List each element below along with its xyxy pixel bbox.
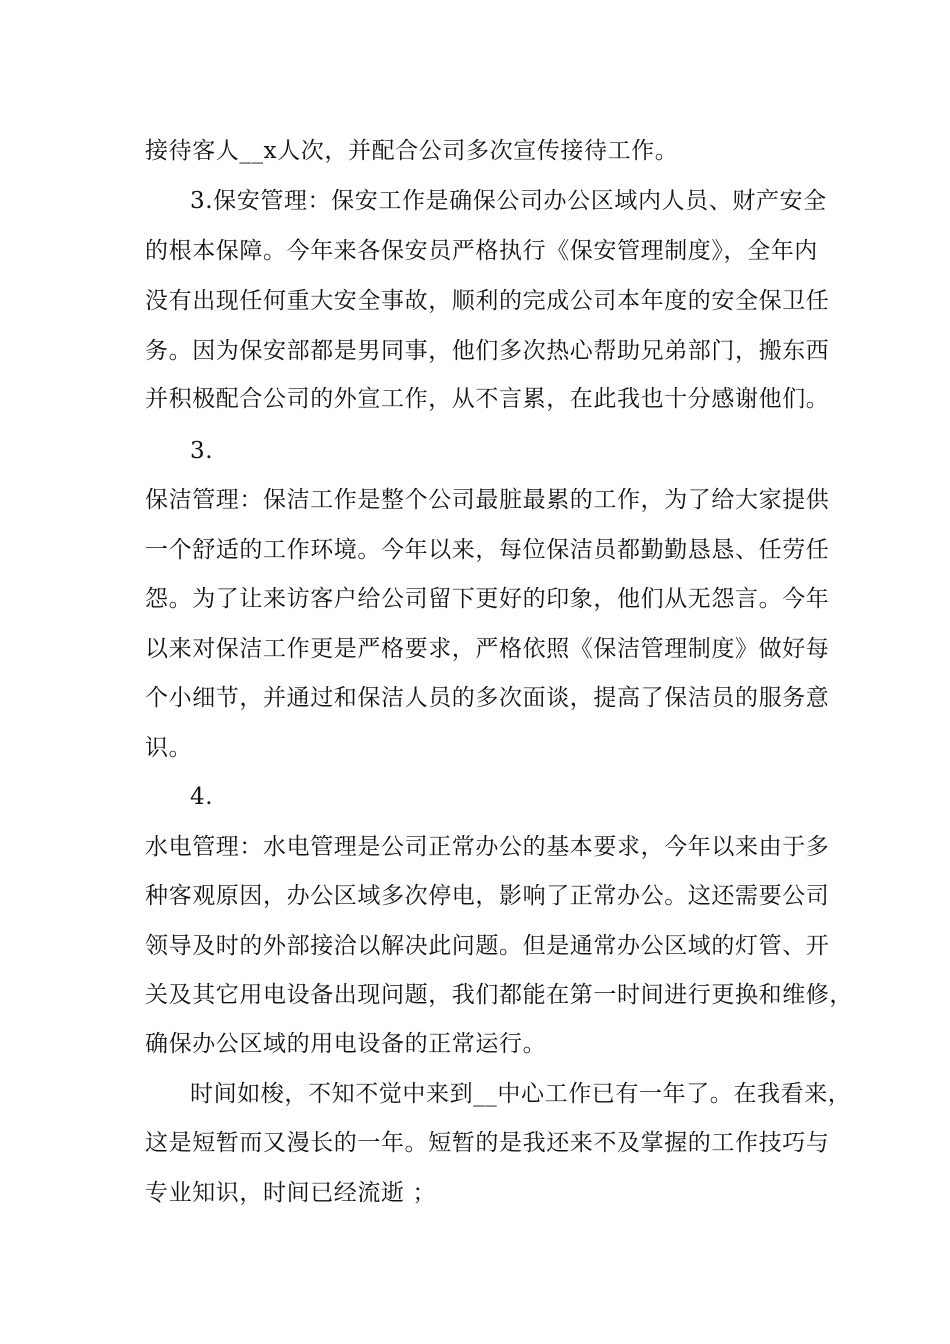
text-line: 务。因为保安部都是男同事，他们多次热心帮助兄弟部门，搬东西 xyxy=(145,338,830,364)
text-line: 接待客人__x人次，并配合公司多次宣传接待工作。 xyxy=(145,138,679,164)
section-heading-utilities: 水电管理：水电管理是公司正常办公的基本要求，今年以来由于多 xyxy=(145,834,830,860)
section-heading-security: 3.保安管理：保安工作是确保公司办公区域内人员、财产安全 xyxy=(190,188,827,214)
text-line: 种客观原因，办公区域多次停电，影响了正常办公。这还需要公司 xyxy=(145,883,830,909)
text-line: 专业知识，时间已经流逝 ； xyxy=(145,1180,437,1206)
text-line: 这是短暂而又漫长的一年。短暂的是我还来不及掌握的工作技巧与 xyxy=(145,1130,830,1156)
section-number: 3. xyxy=(190,438,214,464)
text-line: 以来对保洁工作更是严格要求，严格依照《保洁管理制度》做好每 xyxy=(145,636,830,662)
text-line: 领导及时的外部接洽以解决此问题。但是通常办公区域的灯管、开 xyxy=(145,933,830,959)
text-line: 怨。为了让来访客户给公司留下更好的印象，他们从无怨言。今年 xyxy=(145,586,830,612)
text-line: 个小细节，并通过和保洁人员的多次面谈，提高了保洁员的服务意 xyxy=(145,685,830,711)
text-line: 确保办公区域的用电设备的正常运行。 xyxy=(145,1031,547,1057)
section-number: 4. xyxy=(190,784,214,810)
text-line: 并积极配合公司的外宣工作，从不言累，在此我也十分感谢他们。 xyxy=(145,386,830,412)
text-line: 一个舒适的工作环境。今年以来，每位保洁员都勤勤恳恳、任劳任 xyxy=(145,537,830,563)
paragraph-start: 时间如梭，不知不觉中来到__中心工作已有一年了。在我看来， xyxy=(190,1081,852,1107)
text-line: 的根本保障。今年来各保安员严格执行《保安管理制度》，全年内 xyxy=(145,238,818,264)
text-line: 关及其它用电设备出现问题，我们都能在第一时间进行更换和维修， xyxy=(145,982,853,1008)
text-line: 没有出现任何重大安全事故，顺利的完成公司本年度的安全保卫任 xyxy=(145,288,830,314)
text-line: 识。 xyxy=(145,735,193,761)
section-heading-cleaning: 保洁管理：保洁工作是整个公司最脏最累的工作，为了给大家提供 xyxy=(145,487,830,513)
